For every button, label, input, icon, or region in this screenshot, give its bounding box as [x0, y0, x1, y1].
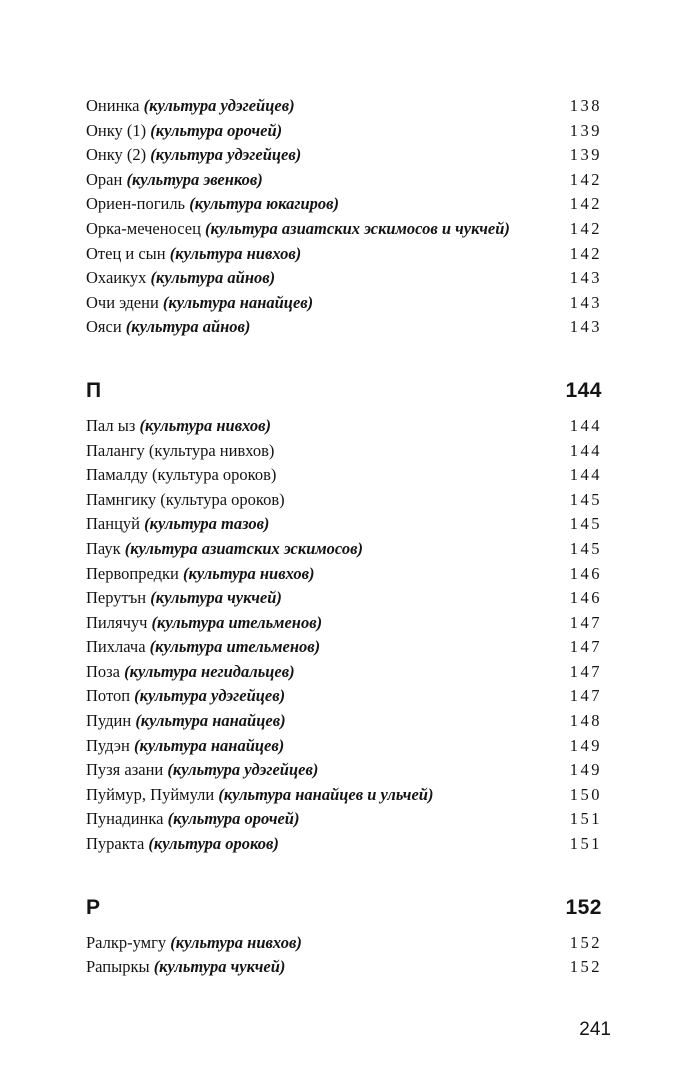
entry-text [86, 465, 276, 485]
entry-page-number: 144 [569, 465, 602, 485]
entry-text [86, 293, 313, 313]
entry-culture: (культура ороков) [160, 489, 285, 509]
entry-name: Поза [86, 661, 121, 681]
entry-name: Охаикух [86, 268, 147, 288]
entry-text [86, 662, 295, 682]
entry-culture: (культура орочей) [167, 809, 300, 829]
entry-page-number: 145 [569, 514, 602, 534]
section-page-number: 152 [565, 895, 602, 919]
toc-entry [86, 514, 602, 539]
entry-page-number: 138 [569, 96, 602, 115]
entry-name: Ралкр-умгу [86, 932, 167, 952]
entry-page-number: 151 [569, 834, 602, 854]
toc-entry [86, 686, 602, 711]
entry-page-number: 148 [569, 711, 602, 731]
entry-culture: (культура удэгейцев) [143, 96, 295, 115]
entry-culture: (культура нанайцев и ульчей) [218, 784, 434, 804]
entry-name: Рапыркы [86, 957, 150, 977]
toc-entry [86, 465, 602, 490]
entry-name: Пуймур, Пуймули [86, 784, 215, 804]
toc-entry [86, 613, 602, 638]
entry-text [86, 785, 433, 805]
entry-text [86, 933, 302, 953]
entry-page-number: 142 [569, 194, 602, 214]
entry-page-number: 147 [569, 637, 602, 657]
toc-entry [86, 416, 602, 441]
entry-name: Онинка [86, 96, 140, 115]
entry-text [86, 145, 301, 165]
section-letter: П [86, 378, 102, 402]
entry-name: Пунадинка [86, 809, 164, 829]
entry-text [86, 957, 285, 977]
toc-entry [86, 637, 602, 662]
entry-page-number: 139 [569, 145, 602, 165]
entry-page-number: 142 [569, 169, 602, 189]
entry-culture: (культура ороков) [152, 465, 277, 485]
toc-entry [86, 933, 602, 958]
entry-culture: (культура нивхов) [182, 563, 315, 583]
entry-page-number: 144 [569, 415, 602, 435]
entry-culture: (культура айнов) [125, 317, 251, 337]
entry-culture: (культура ительменов) [151, 612, 323, 632]
entry-name: Палангу [86, 440, 145, 460]
entry-culture: (культура нанайцев) [162, 292, 314, 312]
entry-page-number: 147 [569, 661, 602, 681]
entry-text [86, 268, 275, 288]
entry-text [86, 637, 320, 657]
entry-text [86, 416, 271, 436]
entry-culture: (культура удэгейцев) [167, 760, 319, 780]
entry-name: Онку (1) [86, 120, 147, 140]
entry-text [86, 490, 285, 510]
toc-entry [86, 244, 602, 269]
entry-name: Пудэн [86, 735, 130, 755]
entry-page-number: 150 [569, 784, 602, 804]
entry-text [86, 834, 279, 854]
entry-culture: (культура орочей) [150, 120, 283, 140]
toc-entry [86, 293, 602, 318]
toc-content [86, 96, 602, 982]
entry-name: Ориен-погиль [86, 194, 186, 214]
entry-text [86, 564, 315, 584]
entry-culture: (культура удэгейцев) [134, 686, 286, 706]
toc-entry [86, 957, 602, 982]
toc-entry [86, 145, 602, 170]
entry-name: Памалду [86, 465, 148, 485]
entry-name: Отец и сын [86, 243, 166, 263]
entry-page-number: 144 [569, 440, 602, 460]
entry-page-number: 146 [569, 588, 602, 608]
entry-name: Пал ыз [86, 415, 136, 435]
entry-culture: (культура ороков) [148, 834, 279, 854]
entry-name: Пуракта [86, 834, 145, 854]
toc-entry [86, 96, 602, 121]
toc-entry [86, 539, 602, 564]
entry-name: Перутън [86, 588, 147, 608]
entry-page-number: 143 [569, 292, 602, 312]
entry-culture: (культура тазов) [144, 514, 270, 534]
section-letter: Р [86, 895, 101, 919]
entry-page-number: 149 [569, 735, 602, 755]
entry-culture: (культура нанайцев) [135, 711, 286, 731]
section-page-number: 144 [565, 378, 602, 402]
entry-name: Оран [86, 169, 123, 189]
entry-culture: (культура нивхов) [139, 415, 272, 435]
entry-text [86, 317, 250, 337]
toc-entry [86, 564, 602, 589]
entry-page-number: 146 [569, 563, 602, 583]
entry-text [86, 686, 285, 706]
entry-page-number: 142 [569, 243, 602, 263]
entry-culture: (культура айнов) [150, 268, 276, 288]
entry-culture: (культура нивхов) [170, 932, 302, 952]
toc-entry [86, 490, 602, 515]
entry-text [86, 760, 318, 780]
entry-page-number: 145 [569, 538, 602, 558]
toc-entry [86, 317, 602, 342]
page-number: 241 [579, 1019, 611, 1040]
toc-section [86, 378, 602, 859]
entry-page-number: 143 [569, 268, 602, 288]
toc-entry [86, 736, 602, 761]
entry-text [86, 170, 263, 190]
entry-text [86, 736, 284, 756]
toc-section [86, 96, 602, 342]
entry-name: Паук [86, 538, 121, 558]
entry-page-number: 149 [569, 760, 602, 780]
entry-page-number: 147 [569, 612, 602, 632]
entry-page-number: 145 [569, 489, 602, 509]
entry-name: Потоп [86, 686, 131, 706]
entry-text [86, 441, 274, 461]
entry-name: Пихлача [86, 637, 146, 657]
toc-entry [86, 588, 602, 613]
toc-entry [86, 662, 602, 687]
entry-page-number: 142 [569, 218, 602, 238]
entry-name: Очи эдени [86, 292, 159, 312]
entry-name: Пилячуч [86, 612, 148, 632]
entry-text [86, 514, 269, 534]
entry-culture: (культура нанайцев) [133, 735, 285, 755]
entry-text [86, 711, 286, 731]
entry-culture: (культура эвенков) [126, 169, 263, 189]
entry-culture: (культура азиатских эскимосов и чукчей) [205, 218, 510, 238]
entry-name: Первопредки [86, 563, 179, 583]
entry-text [86, 121, 282, 141]
toc-entry [86, 834, 602, 859]
entry-page-number: 151 [569, 809, 602, 829]
entry-culture: (культура ительменов) [149, 637, 321, 657]
toc-entry [86, 268, 602, 293]
entry-text [86, 244, 301, 264]
section-header [86, 378, 602, 403]
entry-page-number: 152 [569, 932, 602, 952]
toc-entry [86, 785, 602, 810]
entry-name: Онку (2) [86, 145, 147, 165]
entry-text [86, 194, 339, 214]
toc-entry [86, 441, 602, 466]
entry-name: Ояси [86, 317, 122, 337]
entry-text [86, 539, 363, 559]
entry-page-number: 143 [569, 317, 602, 337]
entry-culture: (культура удэгейцев) [150, 145, 302, 165]
entry-name: Панцуй [86, 514, 140, 534]
entry-culture: (культура чукчей) [150, 588, 282, 608]
entry-page-number: 152 [569, 957, 602, 977]
entry-culture: (культура нивхов) [169, 243, 302, 263]
entry-culture: (культура нивхов) [148, 440, 275, 460]
entry-name: Пудин [86, 711, 132, 731]
entry-name: Пузя азани [86, 760, 164, 780]
entry-page-number: 147 [569, 686, 602, 706]
entry-text [86, 588, 282, 608]
toc-entry [86, 170, 602, 195]
entry-text [86, 613, 322, 633]
entry-page-number: 139 [569, 120, 602, 140]
toc-entry [86, 194, 602, 219]
entry-text [86, 809, 299, 829]
toc-entry [86, 760, 602, 785]
toc-section [86, 895, 602, 982]
toc-entry [86, 219, 602, 244]
entry-culture: (культура негидальцев) [124, 661, 295, 681]
section-header [86, 895, 602, 920]
toc-entry [86, 711, 602, 736]
entry-culture: (культура чукчей) [153, 957, 286, 977]
entry-culture: (культура юкагиров) [189, 194, 339, 214]
entry-name: Памнгику [86, 489, 157, 509]
entry-text [86, 96, 295, 116]
entry-text [86, 219, 510, 239]
toc-entry [86, 121, 602, 146]
entry-name: Орка-меченосец [86, 218, 201, 238]
toc-entry [86, 809, 602, 834]
entry-culture: (культура азиатских эскимосов) [124, 538, 363, 558]
